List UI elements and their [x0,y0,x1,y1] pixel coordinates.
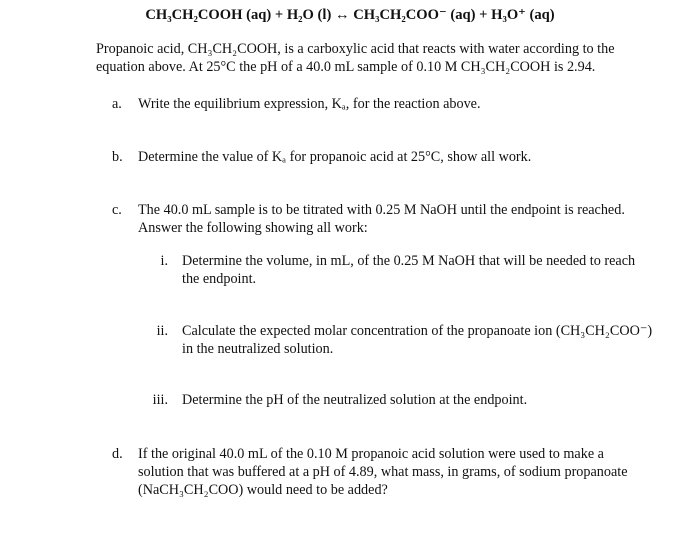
question-b-label: b. [112,149,123,165]
intro-line-2: equation above. At 25°C the pH of a 40.0 mL sample of 0.10 M CH₃CH₂COOH is 2.94. [96,59,596,75]
part-iii-text [182,391,682,409]
question-c-line-2: Answer the following showing all work: [138,220,368,236]
part-iii-label: iii. [152,392,168,408]
part-i-label: i. [160,253,168,269]
part-i-line-1: Determine the volume, in mL, of the 0.25 M NaOH that will be needed to reach [182,253,636,269]
question-c-text [138,201,688,237]
part-i-line-2: the endpoint. [182,271,257,287]
question-a-text: Write the equilibrium expression, Kₐ, for the reaction above. [138,96,481,112]
part-ii-text [182,322,682,358]
question-c-label: c. [112,202,122,218]
part-ii-line-2: in the neutralized solution. [182,341,334,357]
question-d-text [138,445,688,499]
part-ii-line-1: Calculate the expected molar concentration of the propanoate ion (CH₃CH₂COO⁻) [182,323,653,339]
question-d-line-3: (NaCH₃CH₂COO) would need to be added? [138,482,388,498]
question-d-line-2: solution that was buffered at a pH of 4.89, what mass, in grams, of sodium propanoate [138,464,628,480]
part-ii-label: ii. [156,323,168,339]
question-d-label: d. [112,446,123,462]
question-d-line-1: If the original 40.0 mL of the 0.10 M propanoic acid solution were used to make a [138,446,604,462]
part-i-text [182,252,682,288]
question-b-text: Determine the value of Kₐ for propanoic acid at 25°C, show all work. [138,149,532,165]
reaction-equation: CH₃CH₂COOH (aq) + H₂O (l) ↔ CH₃CH₂COO⁻ (aq) + H₃O⁺ (aq) [145,7,555,23]
question-c-line-1: The 40.0 mL sample is to be titrated with 0.25 M NaOH until the endpoint is reached. [138,202,625,218]
intro-line-1: Propanoic acid, CH₃CH₂COOH, is a carboxylic acid that reacts with water according to the [96,41,615,57]
part-iii-line-1: Determine the pH of the neutralized solution at the endpoint. [182,392,528,408]
question-a-label: a. [112,96,122,112]
problem-intro [96,40,686,76]
